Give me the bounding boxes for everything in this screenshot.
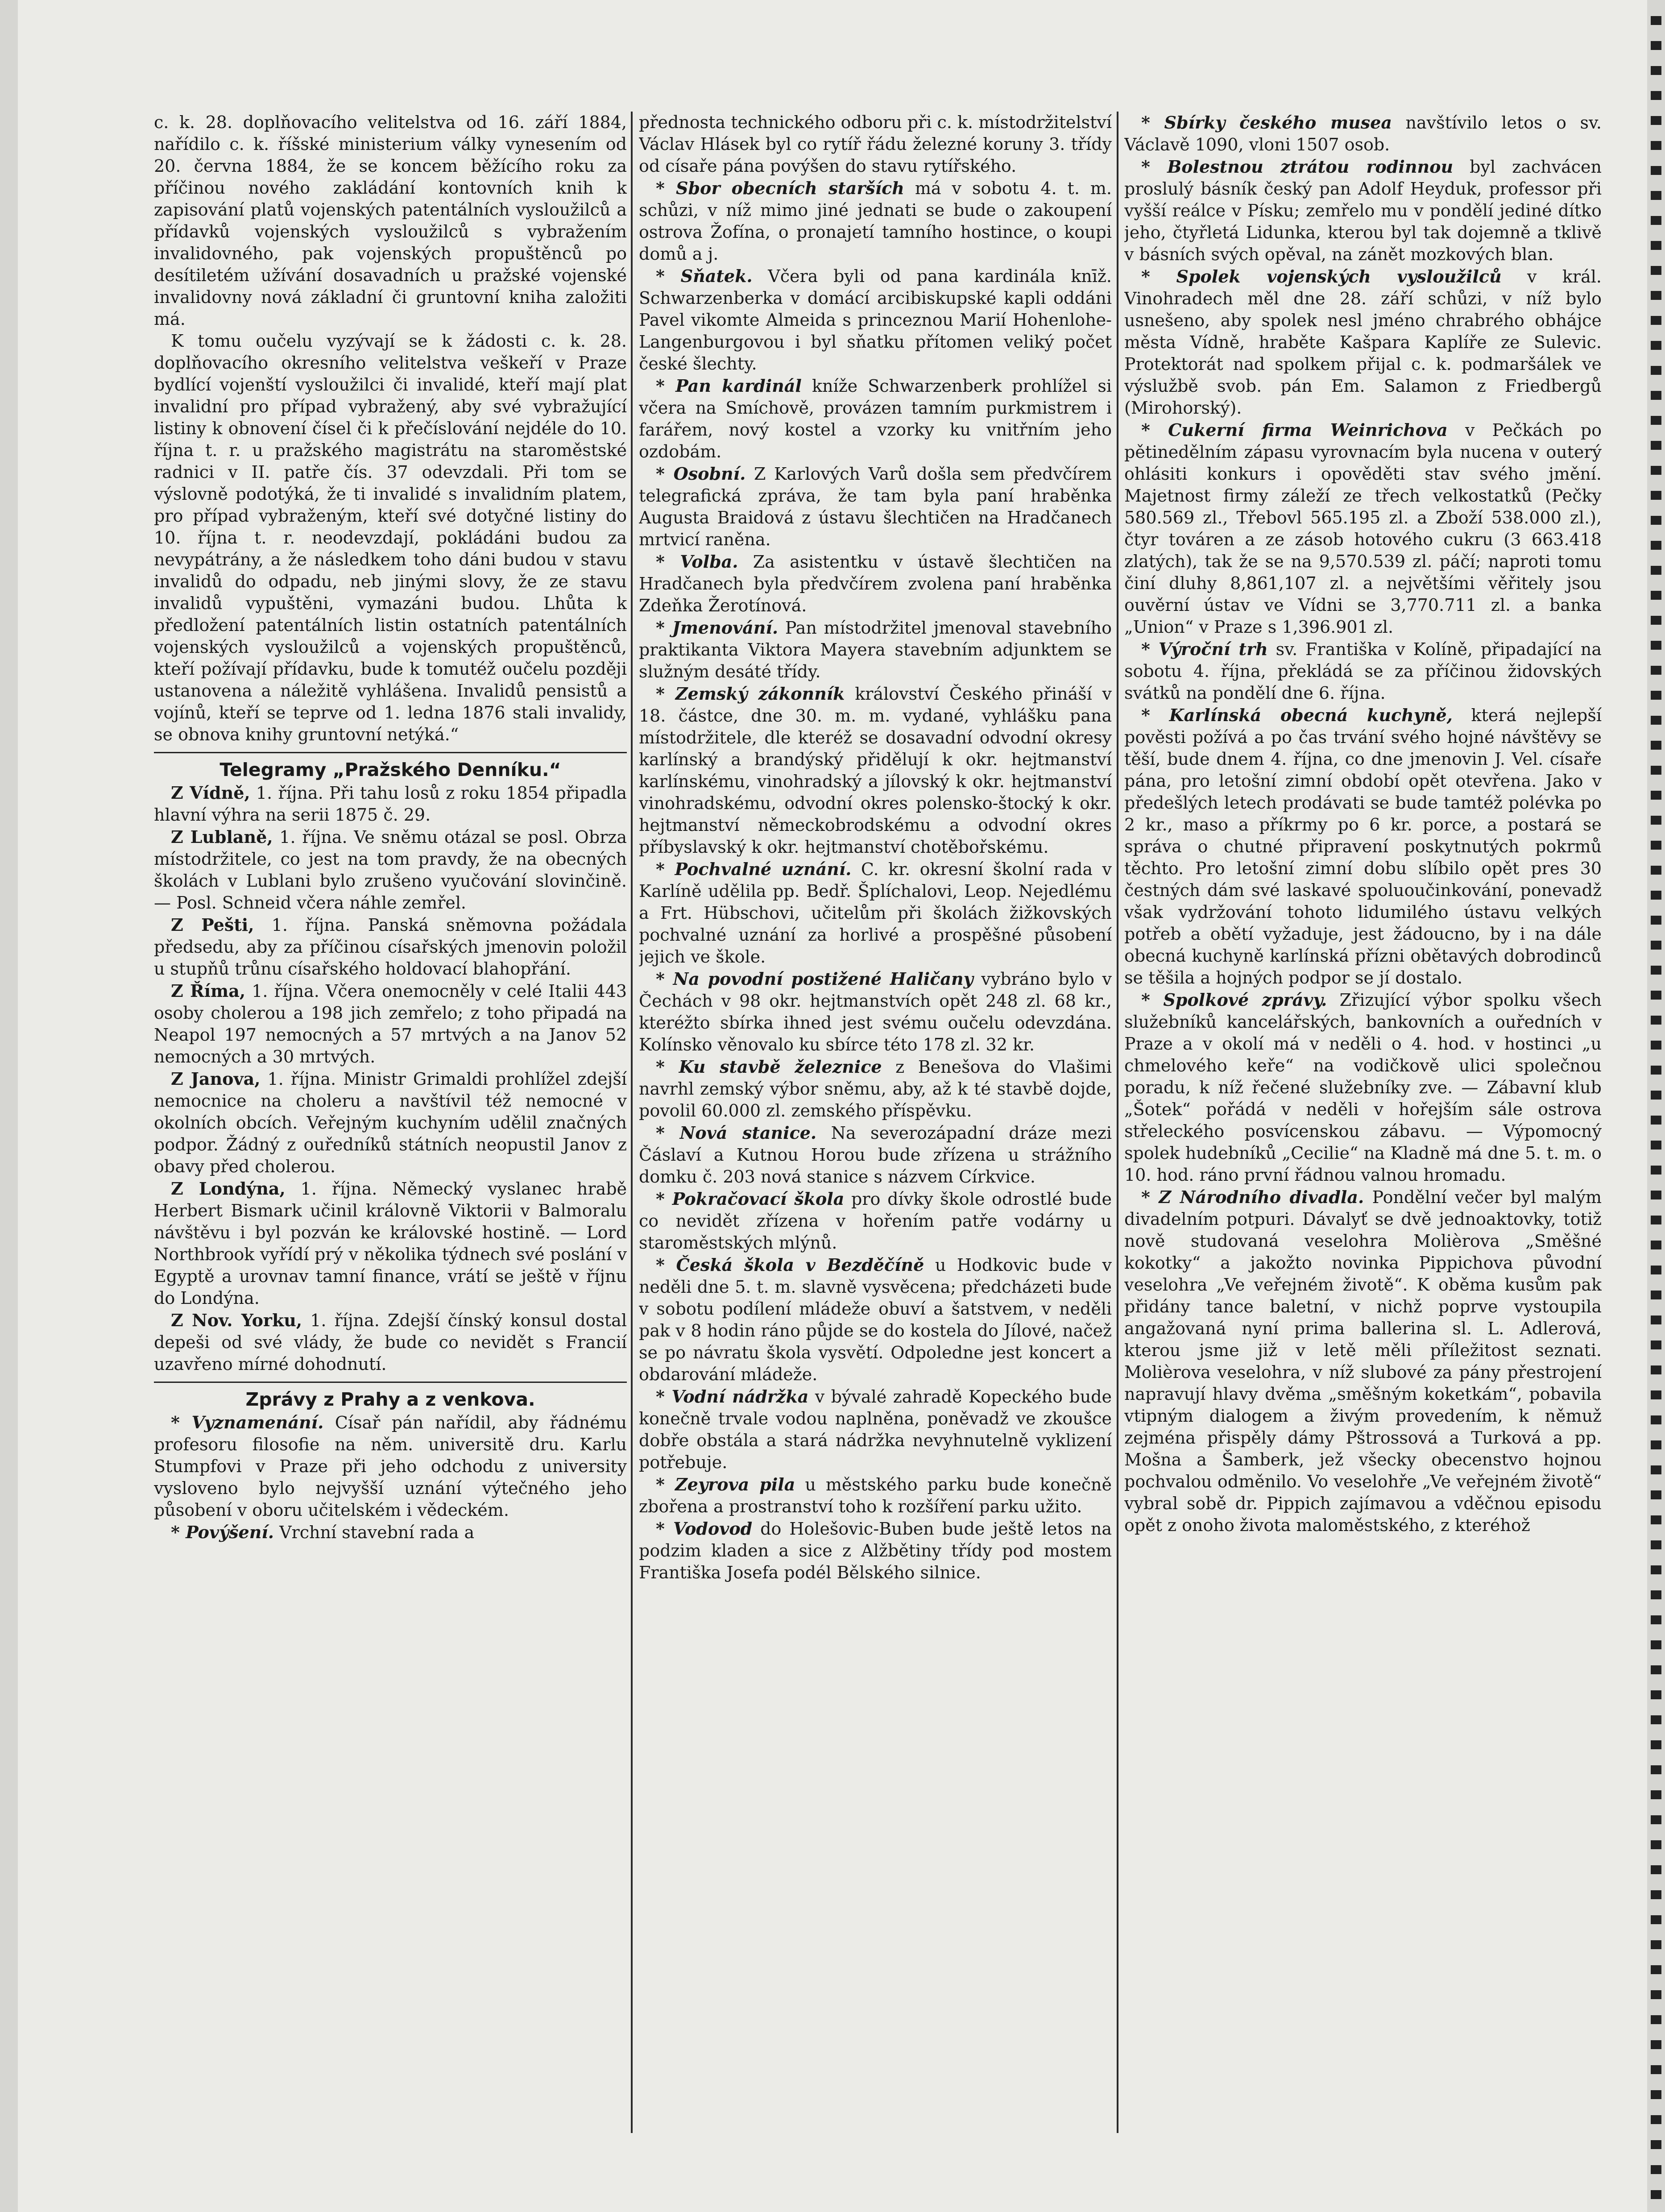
news-keyword: * Karlínská obecná kuchyně, — [1141, 705, 1453, 725]
news-keyword: * Pan kardinál — [656, 376, 802, 396]
news-keyword: * Povýšení. — [171, 1522, 274, 1542]
dateline: Z Janova, — [171, 1069, 261, 1089]
dateline: Z Říma, — [171, 981, 246, 1001]
news-item: * Povýšení. Vrchní stavební rada a — [171, 1522, 475, 1542]
news-keyword: * Česká škola v Bezděčíně — [656, 1255, 924, 1275]
telegram-item: Z Vídně, 1. října. Při tahu losů z roku 1854 připadla hlavní výhra na serii 1875 č. 29. — [154, 783, 627, 825]
news-item: * Sbírky českého musea navštívilo letos o sv. Václavě 1090, vloni 1507 osob. — [1124, 112, 1602, 154]
news-keyword: * Spolek vojenských vysloužilců — [1141, 266, 1502, 286]
news-keyword: * Sňatek. — [656, 266, 753, 286]
scan-edge-left — [0, 0, 18, 2212]
news-item: * Karlínská obecná kuchyně, která nejlepší pověsti požívá a po čas trvání svého hojné návštěvy se těší, bude dnem 4. října, co dne jmenovin J. Vel. císaře pána, pro letošní zimní období opět otevřena. Jako v předešlých letech prodávati se bude tamtéž polévka po 2 kr., maso a příkrmy po 6 kr. porce, a postará se správa o chutné připravení poskytnutých pokrmů těchto. Pro letošní zimní dobu slíbilo opět pres 30 čestných dám své laskavé spoluoučinkování, ponevadž však vydržování tohoto lidumilého ústavu velkých potřeb a obětí vyžaduje, jest žádoucno, by i na dále obecná kuchyně karlínská přízni obětavých dobrodinců se těšila a hojných podpor se jí dostalo. — [1124, 705, 1602, 988]
dateline: Z Lublaně, — [171, 827, 273, 847]
news-item: * Česká škola v Bezděčíně u Hodkovic bude v neděli dne 5. t. m. slavně vysvěcena; předcházeti bude v sobotu podílení mládeže obuví a šatstvem, v neděli pak v 8 hodin ráno půjde se do kostela do Jílové, načež se po návratu škola vysvětí. Odpoledne jest koncert a obdarování mládeže. — [639, 1255, 1112, 1384]
telegram-item: Z Lublaně, 1. října. Ve sněmu otázal se posl. Obrza místodržitele, co jest na tom pravdy, že na obecných školách v Lublani bylo zrušeno vyučování slovinčině. — Posl. Schneid včera náhle zemřel. — [154, 827, 627, 913]
news-keyword: * Sbírky českého musea — [1141, 112, 1392, 133]
news-keyword: * Cukerní firma Weinrichova — [1141, 420, 1448, 440]
scan-edge-right — [1647, 0, 1665, 2212]
news-keyword: * Pochvalné uznání. — [656, 859, 852, 879]
column-left — [154, 112, 627, 2133]
section-title-news: Zprávy z Prahy a z venkova. — [154, 1382, 627, 1411]
news-keyword: * Sbor obecních starších — [656, 178, 904, 198]
column-rule — [1117, 112, 1118, 2133]
news-keyword: * Ku stavbě železnice — [656, 1057, 882, 1077]
news-keyword: * Volba. — [656, 552, 738, 572]
telegram-item: Z Nov. Yorku, 1. října. Zdejší čínský konsul dostal depeši od své vlády, že bude co nevidět s Francií uzavřeno mírné dohodnutí. — [154, 1310, 627, 1374]
news-item: * Zeyrova pila u městského parku bude konečně zbořena a prostranství toho k rozšíření parku užito. — [639, 1474, 1112, 1516]
news-keyword: * Bolestnou ztrátou rodinnou — [1141, 157, 1454, 177]
news-item: * Vodovod do Holešovic-Buben bude ještě letos na podzim kladen a sice z Alžbětiny třídy pod mostem Františka Josefa podél Bělského silnice. — [639, 1519, 1112, 1582]
news-item: * Ku stavbě železnice z Benešova do Vlašimi navrhl zemský výbor sněmu, aby, až k té stavbě dojde, povolil 60.000 zl. zemského příspěvku. — [639, 1057, 1112, 1121]
news-item: * Z Národního divadla. Pondělní večer byl malým divadelním potpuri. Dávalyť se dvě jednoaktovky, totiž nově studovaná veselohra Molièrova „Směšné kokotky“ a jakožto novinka Pippichova původní veselohra „Ve veřejném životě“. K oběma kusům pak přidány tance baletní, v nichž poprve vystoupila angažovaná nyní prima ballerina sl. L. Adlerová, kterou jsme již v letě měli příležitost seznati. Molièrova veselohra, v níž slubové za pány přestrojení napravují hlavy dvěma „směšným koketkám“, pobavila vtipným dialogem a živým provedením, k němuž zejména přispěly dámy Pštrossová a Turková a pp. Mošna a Šamberk, jež všecky obecenstvo hojnou pochvalou odměnilo. Vo veselohře „Ve veřejném životě“ vybral sobě dr. Pippich zajímavou a vděčnou episodu opět z onoho života maloměstského, z kteréhož — [1124, 1187, 1602, 1535]
telegram-item: Z Londýna, 1. října. Německý vyslanec hrabě Herbert Bismark učinil královně Viktorii v Balmoralu návštěvu i byl pozván ke královské hostině. — Lord Northbrook vyřídí prý v několika týdnech své poslání v Egyptě a urovnav tamní finance, vrátí se ještě v říjnu do Londýna. — [154, 1179, 627, 1308]
section-title-telegrams: Telegramy „Pražského Denníku.“ — [154, 752, 627, 782]
news-item: * Vyznamenání. Císař pán nařídil, aby řádnému profesoru filosofie na něm. universitě dru. Karlu Stumpfovi v Praze při jeho odchodu z university vysloveno bylo nejvyšší uznání výtečného jeho působení v oboru učitelském i vědeckém. — [154, 1412, 627, 1520]
news-item: * Pokračovací škola pro dívky škole odrostlé bude co nevidět zřízena v hořením patře vodárny u staroměstských mlýnů. — [639, 1189, 1112, 1253]
news-keyword: * Jmenování. — [656, 618, 779, 638]
column-rule — [631, 112, 633, 2133]
news-item: * Pan kardinál kníže Schwarzenberk prohlížel si včera na Smíchově, provázen tamním purkmistrem i farářem, nový kostel a vzorky ku vnitřním jeho ozdobám. — [639, 376, 1112, 461]
news-item: * Osobní. Z Karlových Varů došla sem předvčírem telegrafická zpráva, že tam byla paní hraběnka Augusta Braidová z ústavu šlechtičen na Hradčanech mrtvicí raněna. — [639, 464, 1112, 549]
article-paragraph: K tomu oučelu vyzývají se k žádosti c. k. 28. doplňovacího okresního velitelstva veškeří v Praze bydlící vojenští vysloužilci či invalidé, kteří mají plat invalidní pro případ vybražený, aby své vybražující listiny k obnovení čísel či k přečíslování nejdéle do 10. října t. r. u pražského magistrátu na staroměstské radnici v II. patře čís. 37 odevzdali. Při tom se výslovně podotýká, že ti invalidé s invalidním platem, pro případ vybraženým, kteří své dotyčné listiny do 10. října t. r. neodevzdají, pokládáni budou za nevypátrány, a že následkem toho dáni budou v stavu invalidů do odpadu, neb jinými slovy, že ze stavu invalidů vypuštěni, vymazáni budou. Lhůta k předložení patentálních listin ostatních patentálních vojenských vysloužilců a vojenských propuštěnců, kteří požívají přídavku, bude k tomutéž oučelu později ustanovena a náležitě vyhlášena. Invalidů pensistů a vojínů, kteří se teprve od 1. ledna 1876 stali invalidy, se obnova knihy gruntovní netýká.“ — [154, 331, 627, 744]
column-middle — [639, 112, 1112, 2133]
news-item: * Volba. Za asistentku v ústavě šlechtičen na Hradčanech byla předvčírem zvolena paní hraběnka Zdeňka Žerotínová. — [639, 552, 1112, 615]
article-paragraph: c. k. 28. doplňovacího velitelstva od 16. září 1884, nařídilo c. k. říšské ministerium války vynesením od 20. června 1884, že se koncem běžícího roku za příčinou nového zakládání kontovních knih k zapisování platů vojenských patentálních vysloužilců a přídavků vojenských vysloužilců s vybražením invalidovného, pak vojenských propuštěnců po desítiletém užívání dosavadních u pražské vojenské invalidovny nová základní či gruntovní kniha založiti má. — [154, 112, 627, 329]
telegram-item: Z Pešti, 1. října. Panská sněmovna požádala předsedu, aby za příčinou císařských jmenovin položil u stupňů trůnu císařského holdovací blahopřání. — [154, 915, 627, 979]
news-item: * Spolkové zprávy. Zřizující výbor spolku všech služebníků kancelářských, bankovních a ouředních v Praze a v okolí má v neděli o 4. hod. v hostinci „u chmelového keře“ na vodičkově ulici společnou poradu, k níž řečené služebníky zve. — Zábavní klub „Šotek“ pořádá v neděli v hořejším sále ostrova střeleckého posvícenskou zábavu. — Výpomocný spolek hudebníků „Cecilie“ na Kladně má dne 5. t. m. o 10. hod. ráno první řádnou valnou hromadu. — [1124, 990, 1602, 1185]
news-item: * Pochvalné uznání. C. kr. okresní školní rada v Karlíně udělila pp. Bedř. Šplíchalovi, Leop. Nejedlému a Frt. Hübschovi, učitelům při školách žižkovských pochvalné uznání za horlivé a prospěšné působení jejich ve škole. — [639, 859, 1112, 967]
news-keyword: * Zemský zákonník — [656, 684, 845, 704]
news-item: * Na povodní postižené Haličany vybráno bylo v Čechách v 98 okr. hejtmanstvích opět 248 zl. 68 kr., kteréžto sbírka ihned jest svému oučelu odevzdána. Kolínsko věnovalo ku sbírce této 178 zl. 32 kr. — [639, 969, 1112, 1054]
news-item: * Jmenování. Pan místodržitel jmenoval stavebního praktikanta Viktora Mayera stavebním adjunktem se služným desáté třídy. — [639, 618, 1112, 681]
news-item: * Vodní nádržka v bývalé zahradě Kopeckého bude konečně trvale vodou naplněna, poněvadž ve zkoušce dobře obstála a stará nádržka nevyhnutelně vyklizení potřebuje. — [639, 1386, 1112, 1472]
news-item: * Nová stanice. Na severozápadní dráze mezi Čáslaví a Kutnou Horou bude zřízena u strážního domku č. 203 nová stanice s názvem Církvice. — [639, 1123, 1112, 1187]
news-keyword: * Pokračovací škola — [656, 1189, 845, 1209]
registration-marks — [1651, 0, 1661, 2212]
dateline: Z Vídně, — [171, 783, 250, 803]
news-keyword: * Nová stanice. — [656, 1123, 817, 1143]
news-item: * Sbor obecních starších má v sobotu 4. t. m. schůzi, v níž mimo jiné jednati se bude o zakoupení ostrova Žofína, o pronajetí tamního hostince, o koupi domů a j. — [639, 178, 1112, 264]
dateline: Z Londýna, — [171, 1179, 286, 1199]
news-keyword: * Vodovod — [656, 1519, 753, 1539]
telegram-item: Z Janova, 1. října. Ministr Grimaldi prohlížel zdejší nemocnice na choleru a navštívil též nemocné v okolních obcích. Veřejným kuchyním udělil značných podpor. Žádný z ouředníků státních neopustil Janov z obavy před cholerou. — [154, 1069, 627, 1176]
telegram-item: Z Říma, 1. října. Včera onemocněly v celé Italii 443 osoby cholerou a 198 jich zemřelo; z toho připadá na Neapol 197 nemocných a 57 mrtvých a na Janov 52 nemocných a 30 mrtvých. — [154, 981, 627, 1067]
news-item: * Bolestnou ztrátou rodinnou byl zachvácen proslulý básník český pan Adolf Heyduk, professor při vyšší reálce v Písku; zemřelo mu v pondělí jediné dítko jeho, čtyřletá Lidunka, kterou byl tak dojemně a tklivě v básních svých opěval, na zánět mozkových blan. — [1124, 157, 1602, 264]
news-keyword: * Vodní nádržka — [656, 1386, 809, 1407]
dateline: Z Nov. Yorku, — [171, 1310, 302, 1330]
news-keyword: * Osobní. — [656, 464, 746, 484]
dateline: Z Pešti, — [171, 915, 254, 935]
column-right — [1124, 112, 1602, 2133]
news-keyword: * Výroční trh — [1141, 639, 1268, 659]
news-keyword: * Z Národního divadla. — [1141, 1187, 1364, 1207]
news-keyword: * Vyznamenání. — [171, 1412, 324, 1432]
news-item: * Výroční trh sv. Františka v Kolíně, připadající na sobotu 4. října, překládá se za příčinou židovských svátků na pondělí dne 6. října. — [1124, 639, 1602, 703]
news-item: * Zemský zákonník království Českého přináší v 18. částce, dne 30. m. m. vydané, vyhlášku pana místodržitele, dle kteréž se dosavadní odvodní okresy karlínský a brandýský přidělují k okr. hejtmanství karlínskému, vinohradský a jílovský k okr. hejtmanství vinohradskému, odvodní okres polensko-štocký k okr. hejtmanství německobrodskému a odvodní okres příbyslavský k okr. hejtmanství chotěbořskému. — [639, 684, 1112, 857]
news-item: * Cukerní firma Weinrichova v Pečkách po pětinedělním zápasu vyrovnacím byla nucena v outerý ohlásiti konkurs i opověděti stav svého jmění. Majetnost firmy záleží ze třech velkostatků (Pečky 580.569 zl., Třebovl 565.195 zl. a Zboží 538.000 zl.), čtyr továren a ze zásob hotového cukru (3 663.418 zlatých), tak že se na 9,570.539 zl. páčí; naproti tomu činí dluhy 8,861,107 zl. a největšími věřitely jsou ouvěrní ústav ve Vídni se 3,770.711 zl. a banka „Union“ v Praze s 1,396.901 zl. — [1124, 420, 1602, 637]
news-keyword: * Na povodní postižené Haličany — [656, 969, 973, 989]
news-keyword: * Zeyrova pila — [656, 1474, 795, 1494]
news-item: přednosta technického odboru při c. k. místodržitelství Václav Hlásek byl co rytíř řádu železné koruny 3. třídy od císaře pána povýšen do stavu rytířského. — [639, 112, 1112, 176]
news-item: * Sňatek. Včera byli od pana kardinála knīž. Schwarzenberka v domácí arcibiskupské kapli oddáni Pavel vikomte Almeida s princeznou Marií Hohenlohe-Langenburgovou i byl sňatku přítomen veliký počet české šlechty. — [639, 266, 1112, 374]
news-item: * Spolek vojenských vysloužilců v král. Vinohradech měl dne 28. září schůzi, v níž bylo usnešeno, aby spolek nesl jméno chrabrého obhájce města Vídně, hraběte Kašpara Kaplíře ze Sulevic. Protektorát nad spolkem přijal c. k. podmaršálek ve výslužbě svob. pán Em. Salamon z Friedbergů (Mirohorský). — [1124, 266, 1602, 418]
news-keyword: * Spolkové zprávy. — [1141, 990, 1327, 1010]
